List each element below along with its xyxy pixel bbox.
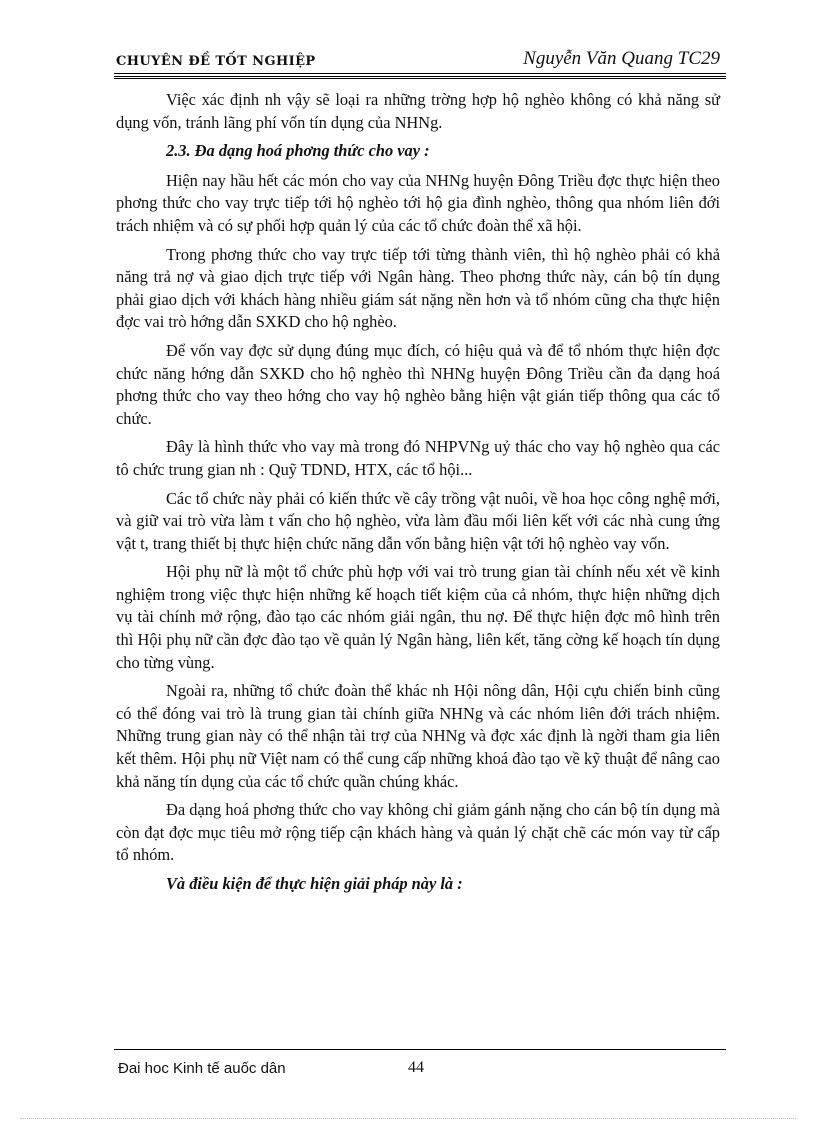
- page-header: [114, 48, 726, 72]
- paragraph: Hiện nay hầu hết các món cho vay của NHNg huyện Đông Triều đợc thực hiện theo phơng thức cho vay trực tiếp tới hộ nghèo tới hộ gia đình nghèo, thông qua nhóm liên đới trách nhiệm và có sự phối hợp quản lý của các tổ chức đoàn thể xã hội.: [116, 170, 720, 235]
- paragraph: Ngoài ra, những tổ chức đoàn thể khác nh Hội nông dân, Hội cựu chiến binh cũng có thể đóng vai trò là trung gian tài chính giữa NHNg và các nhóm liên đới trách nhiệm. Những trung gian này có thể nhận tài trợ của NHNg và đợc xác định là ngời tham gia liên kết thêm. Hội phụ nữ Việt nam có thể cung cấp những khoá đào tạo về kỹ thuật để nâng cao khả năng tín dụng của các tổ chức quần chúng khác.: [116, 681, 720, 791]
- paragraph: Việc xác định nh vậy sẽ loại ra những trờng hợp hộ nghèo không có khả năng sử dụng vốn, tránh lãng phí vốn tín dụng của NHNg.: [116, 90, 720, 132]
- footer-institution: Đai hoc Kinh tế auốc dân: [118, 1060, 286, 1077]
- header-title: CHUYÊN ĐỀ TỐT NGHIỆP: [116, 54, 316, 69]
- paragraph: Trong phơng thức cho vay trực tiếp tới từng thành viên, thì hộ nghèo phải có khả năng trả nợ và giao dịch trực tiếp với Ngân hàng. Theo phơng thức này, cán bộ tín dụng phải giao dịch với khách hàng nhiều giám sát nặng nền hơn và tổ nhóm cũng cha thực hiện đợc vai trò hớng dẫn SXKD cho hộ nghèo.: [116, 244, 720, 332]
- body-text: [116, 89, 720, 903]
- page-bottom-border: [20, 1118, 796, 1119]
- header-author: Nguyễn Văn Quang TC29: [523, 48, 720, 69]
- header-rule: [114, 73, 726, 79]
- paragraph: Đây là hình thức vho vay mà trong đó NHPVNg uỷ thác cho vay hộ nghèo qua các tô chức trung gian nh : Quỹ TDND, HTX, các tổ hội...: [116, 437, 720, 479]
- page-number: 44: [408, 1059, 424, 1076]
- footer-rule: [114, 1049, 726, 1050]
- paragraph: Hội phụ nữ là một tổ chức phù hợp với vai trò trung gian tài chính nếu xét về kinh nghiệm trong việc thực hiện những kế hoạch tiết kiệm của cả nhóm, thực hiện những dịch vụ tài chính mở rộng, đào tạo các nhóm giải ngân, thu nợ. Để thực hiện đợc mô hình trên thì Hội phụ nữ cần đợc đào tạo về quản lý Ngân hàng, liên kết, tăng cờng kế hoạch tín dụng cho từng vùng.: [116, 562, 720, 672]
- paragraph: Đa dạng hoá phơng thức cho vay không chỉ giảm gánh nặng cho cán bộ tín dụng mà còn đạt đợc mục tiêu mở rộng tiếp cận khách hàng và quản lý chặt chẽ các món vay từ cấp tổ nhóm.: [116, 800, 720, 865]
- paragraph: Các tổ chức này phải có kiến thức về cây trồng vật nuôi, về hoa học công nghệ mới, và giữ vai trò vừa làm t vấn cho hộ nghèo, vừa làm đầu mối liên kết với các nhà cung ứng vật t, trang thiết bị thực hiện chức năng dẫn vốn bằng hiện vật tới hộ nghèo vay vốn.: [116, 488, 720, 553]
- section-heading: 2.3. Đa dạng hoá phơng thức cho vay :: [166, 141, 430, 161]
- sub-heading: Và điều kiện để thực hiện giải pháp này là :: [166, 874, 463, 893]
- paragraph: Để vốn vay đợc sử dụng đúng mục đích, có hiệu quả và để tổ nhóm thực hiện đợc chức năng hớng dẫn SXKD cho hộ nghèo thì NHNg huyện Đông Triều cần đa dạng hoá phơng thức cho vay theo hớng cho vay hộ nghèo bằng hiện vật gián tiếp thông qua các tổ chức.: [116, 340, 720, 428]
